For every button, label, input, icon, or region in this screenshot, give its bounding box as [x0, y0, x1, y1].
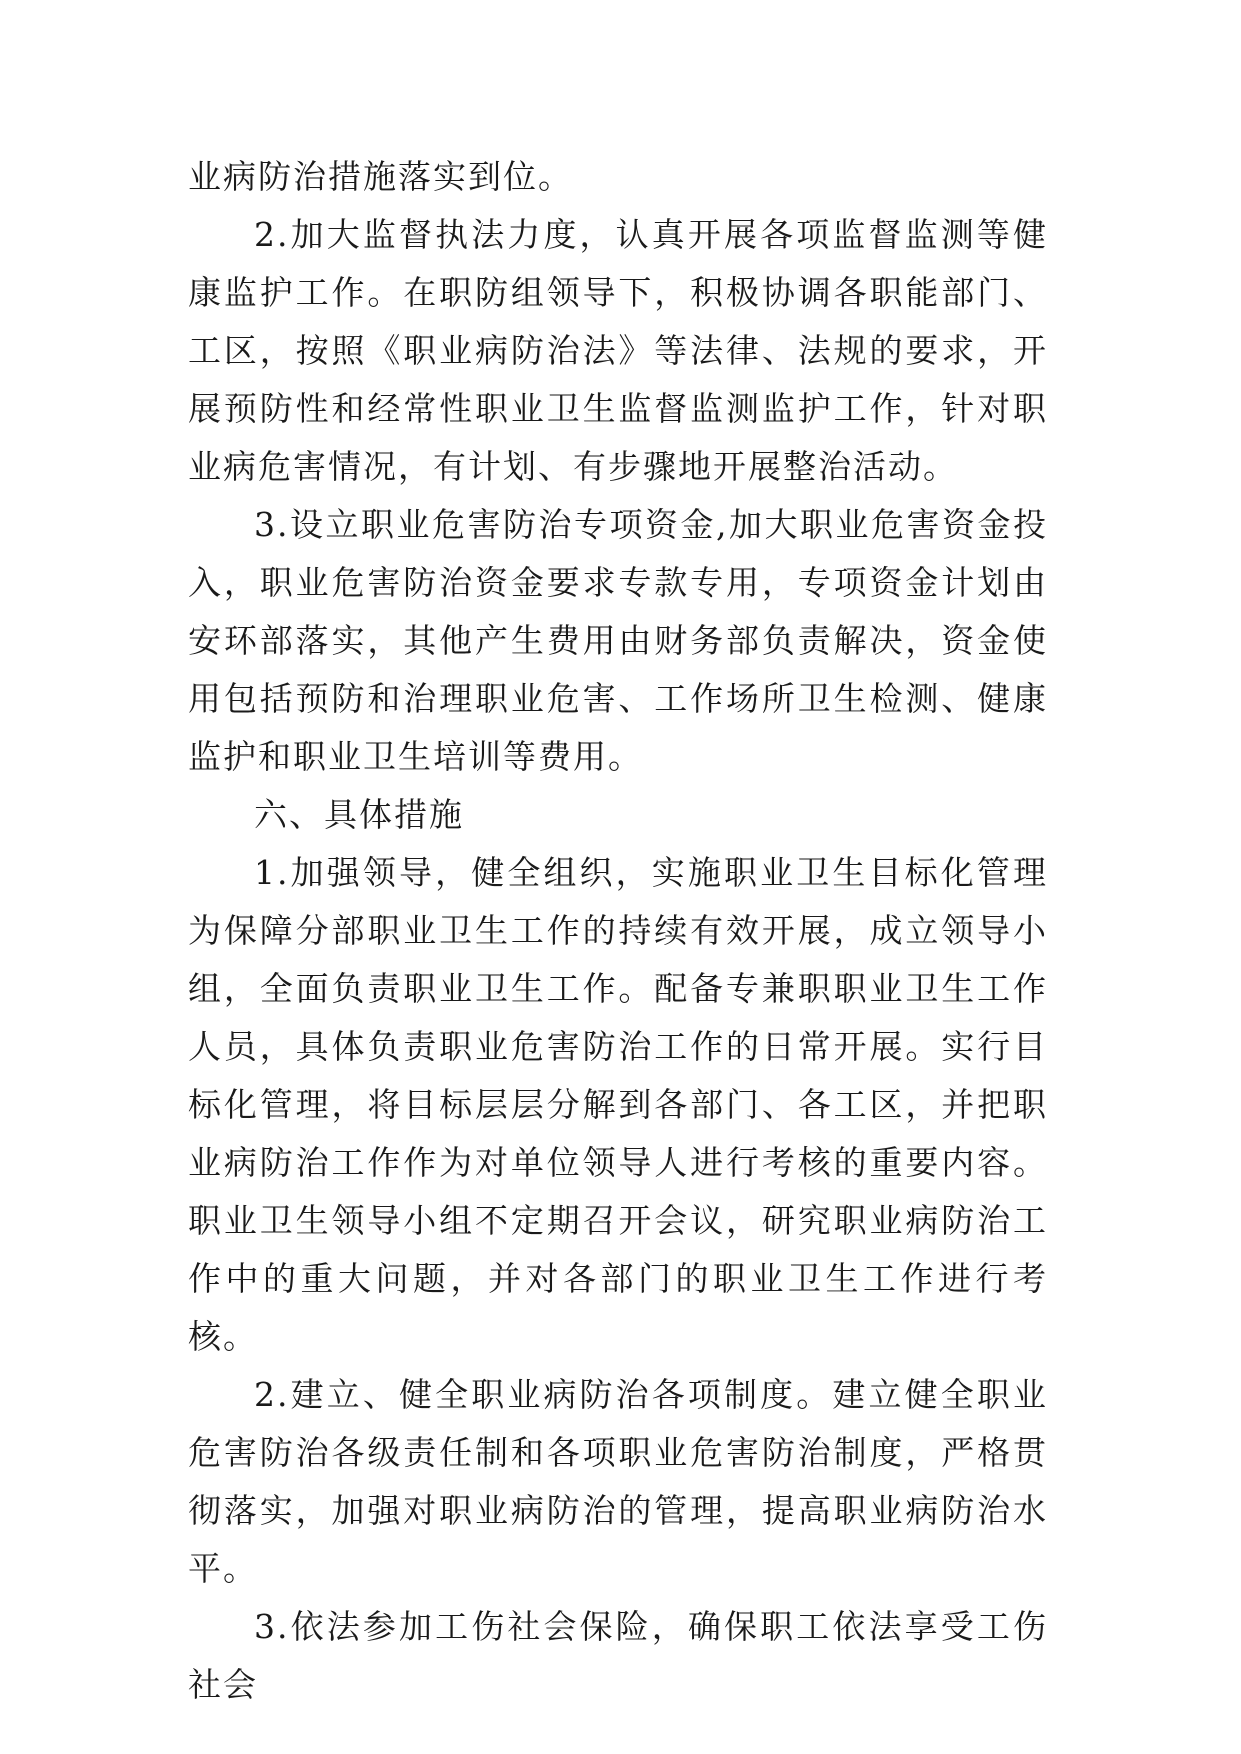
paragraph-item-2-enforcement: 2.加大监督执法力度，认真开展各项监督监测等健康监护工作。在职防组领导下，积极协调各职能部门、工区，按照《职业病防治法》等法律、法规的要求，开展预防性和经常性职业卫生监督监测监护工作，针对职业病危害情况，有计划、有步骤地开展整治活动。 [188, 215, 1048, 486]
paragraph-measure-1-leadership: 1.加强领导，健全组织，实施职业卫生目标化管理为保障分部职业卫生工作的持续有效开展，成立领导小组，全面负责职业卫生工作。配备专兼职职业卫生工作人员，具体负责职业危害防治工作的日常开展。实行目标化管理，将目标层层分解到各部门、各工区，并把职业病防治工作作为对单位领导人进行考核的重要内容。职业卫生领导小组不定期召开会议，研究职业病防治工作中的重大问题，并对各部门的职业卫生工作进行考核。 [188, 853, 1048, 1356]
paragraph-item-3-funding: 3.设立职业危害防治专项资金,加大职业危害资金投入，职业危害防治资金要求专款专用，专项资金计划由安环部落实，其他产生费用由财务部负责解决，资金使用包括预防和治理职业危害、工作场所卫生检测、健康监护和职业卫生培训等费用。 [188, 505, 1048, 776]
paragraph-measure-3-insurance: 3.依法参加工伤社会保险，确保职工依法享受工伤社会 [188, 1607, 1048, 1704]
section-heading-specific-measures: 六、具体措施 [254, 795, 464, 834]
document-body [188, 148, 1048, 1714]
paragraph-continuation: 业病防治措施落实到位。 [188, 157, 573, 196]
paragraph-measure-2-systems: 2.建立、健全职业病防治各项制度。建立健全职业危害防治各级责任制和各项职业危害防治制度，严格贯彻落实，加强对职业病防治的管理，提高职业病防治水平。 [188, 1375, 1048, 1588]
